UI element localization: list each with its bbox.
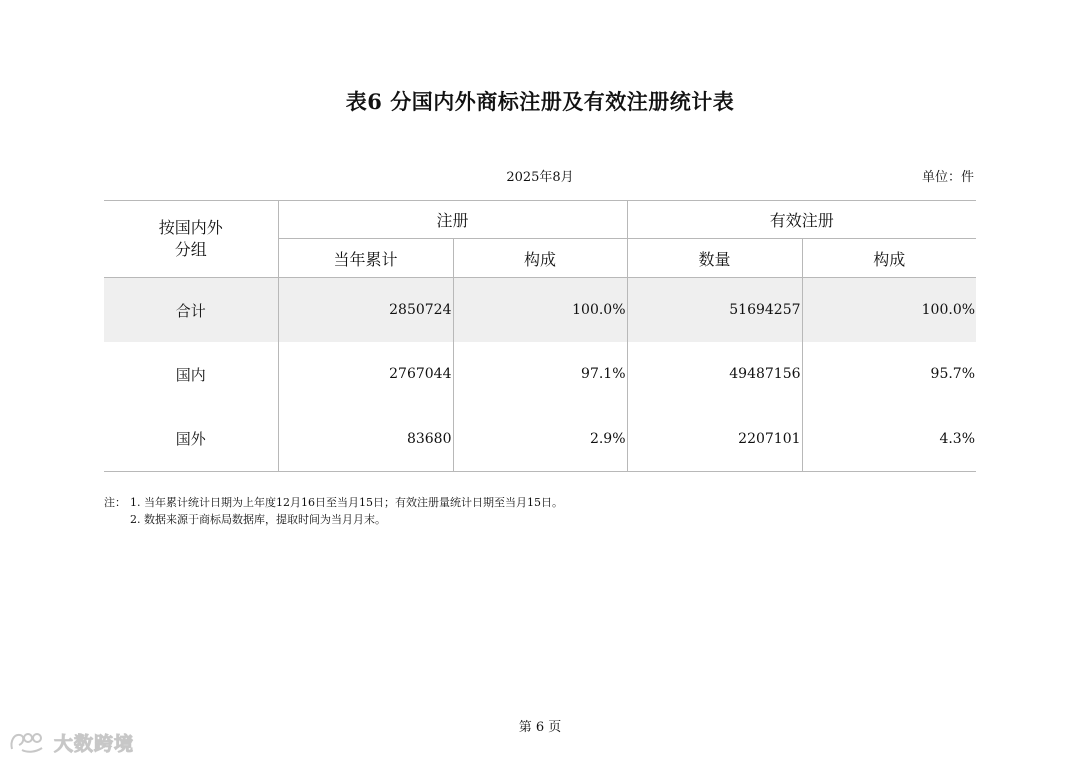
cell-ytd-share: 97.1% (453, 342, 627, 407)
trademark-stats-table (104, 200, 976, 472)
table-row-foreign (104, 407, 976, 472)
note-line-2: 2. 数据来源于商标局数据库，提取时间为当月月末。 (130, 513, 386, 526)
row-label: 合计 (104, 278, 278, 343)
cell-valid: 2207101 (627, 407, 802, 472)
cell-ytd: 2767044 (278, 342, 453, 407)
watermark-text: 大数跨境 (54, 732, 135, 755)
group-header-line2: 分组 (174, 240, 207, 259)
watermark (8, 728, 134, 756)
valid-share-header: 构成 (802, 239, 976, 278)
registration-header: 注册 (278, 201, 627, 239)
table-row-total (104, 278, 976, 343)
valid-registration-header: 有效注册 (627, 201, 976, 239)
brand-logo-icon (8, 729, 48, 755)
page-number: 第 6 页 (518, 720, 562, 735)
cell-ytd-share: 100.0% (453, 278, 627, 343)
footnotes (104, 494, 563, 528)
cell-ytd: 2850724 (278, 278, 453, 343)
cell-valid-share: 4.3% (802, 407, 976, 472)
valid-count-header: 数量 (627, 239, 802, 278)
cell-valid: 49487156 (627, 342, 802, 407)
cell-ytd-share: 2.9% (453, 407, 627, 472)
cell-valid: 51694257 (627, 278, 802, 343)
group-header-line1: 按国内外 (158, 218, 223, 237)
cell-valid-share: 100.0% (802, 278, 976, 343)
row-label: 国内 (175, 365, 206, 384)
report-period: 2025年8月 (506, 170, 574, 185)
ytd-header: 当年累计 (278, 239, 453, 278)
notes-prefix: 注： (104, 496, 126, 509)
page-title: 表6 分国内外商标注册及有效注册统计表 (345, 89, 735, 114)
cell-ytd: 83680 (278, 407, 453, 472)
row-label: 国外 (104, 407, 278, 472)
cell-valid-share: 95.7% (802, 342, 976, 407)
ytd-share-header: 构成 (453, 239, 627, 278)
group-header (104, 201, 278, 278)
note-line-1: 1. 当年累计统计日期为上年度12月16日至当月15日；有效注册量统计日期至当月15日。 (130, 496, 563, 509)
table-row-domestic (104, 342, 976, 407)
unit-label: 单位：件 (921, 170, 974, 185)
